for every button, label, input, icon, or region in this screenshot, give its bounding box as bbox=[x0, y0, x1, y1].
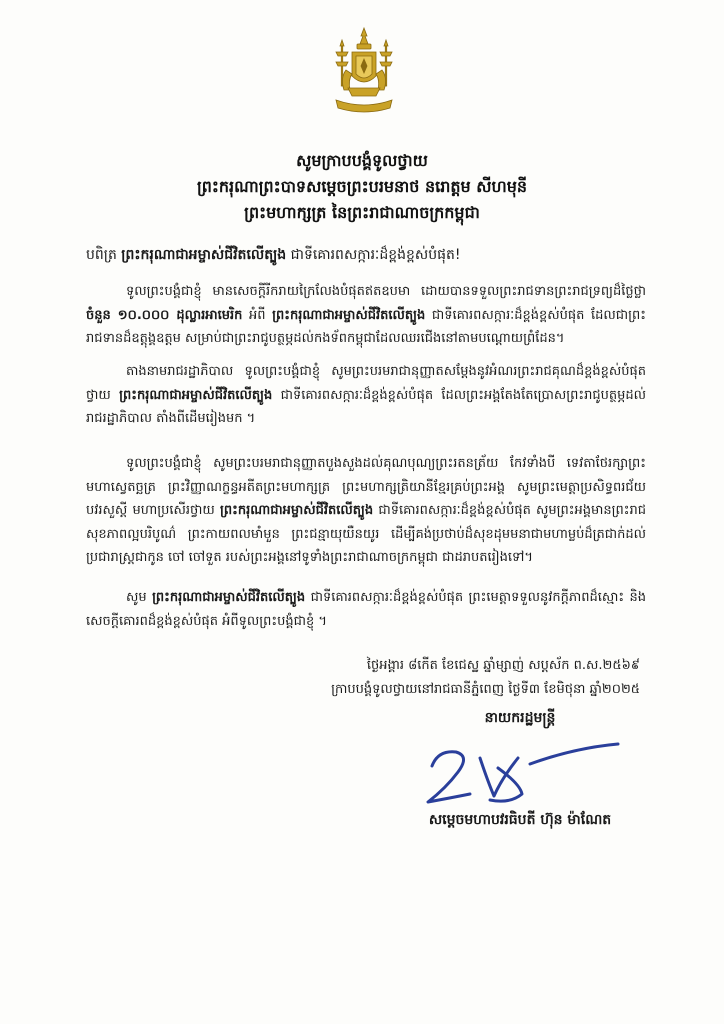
paragraph-bold: ចំនួន ១០.០០០ ដុល្លារអាមេរិក bbox=[86, 307, 243, 323]
paragraph-text: សូម bbox=[126, 590, 153, 605]
paragraph-bold: ព្រះករុណាជាអម្ចាស់ជីវិតលើត្បូង bbox=[219, 503, 374, 518]
place-date: ក្រាបបង្គំទូលថ្វាយនៅរាជធានីភ្នំពេញ ថ្ងៃទី៣ ខែមិថុនា ឆ្នាំ២០២៥ bbox=[331, 682, 640, 697]
lunar-date: ថ្ងៃអង្គារ ៨កើត ខែជេស្ឋ ឆ្នាំម្សាញ់ សប្តស័ក ព.ស.២៥៦៩ bbox=[366, 658, 640, 673]
paragraph-bold: ព្រះករុណាជាអម្ចាស់ជីវិតលើត្បូង bbox=[119, 387, 273, 403]
royal-coat-of-arms-icon bbox=[326, 26, 402, 118]
handwritten-signature bbox=[398, 728, 628, 818]
paragraph-bold: ព្រះករុណាជាអម្ចាស់ជីវិតលើត្បូង bbox=[272, 307, 426, 323]
paragraph-text: ជាទីគោរពសក្ការៈដ៏ខ្ពង់ខ្ពស់បំផុត សូមព្រះអង្គមានព្រះរាជសុខភាពល្អបរិបូណ៌ ព្រះកាយពលមាំមួន ព្រះជន្មាយុយឺនយូរ ដើម្បីគង់ប្រថាប់ដ៏សុខដុមមនាជាមហាម្លប់ដ៏ត្រជាក់ដល់ប្រជារាស្ត្រជាកូន ចៅ ចៅទួត របស់ព្រះអង្គនៅទូទាំងព្រះរាជាណាចក្រកម្ពុជា ជាដរាបតរៀងទៅ។ bbox=[86, 503, 646, 565]
paragraph bbox=[86, 452, 646, 570]
paragraph bbox=[86, 360, 646, 431]
salutation-bold: ព្រះករុណាជាអម្ចាស់ជីវិតលើត្បូង bbox=[121, 247, 287, 263]
paragraph-text: តាងនាមរាជរដ្ឋាភិបាល ទូលព្រះបង្គំជាខ្ញុំ សូមព្រះបរមរាជានុញ្ញាតសម្តែងនូវអំណរព្រះរាជគុណដ៏ខ្ពង់ខ្ពស់បំផុត ថ្វាយ bbox=[86, 364, 646, 403]
date-place-block bbox=[300, 654, 640, 702]
paragraph bbox=[86, 280, 646, 351]
signer-role: នាយករដ្ឋមន្ត្រី bbox=[484, 710, 556, 726]
paragraph bbox=[86, 586, 646, 633]
paragraph-text: អំពី bbox=[242, 307, 273, 323]
paragraph-text: ជាទីគោរពសក្ការៈដ៏ខ្ពង់ខ្ពស់បំផុត ដែលព្រះអង្គតែងតែប្រោសព្រះរាជូបត្ថម្ភដល់រាជរដ្ឋាភិបាល តាំងពីដើមរៀងមក ។ bbox=[86, 387, 646, 426]
paragraph-text: ទូលព្រះបង្គំជាខ្ញុំ សូមព្រះបរមរាជានុញ្ញាតបួងសួងដល់គុណបុណ្យព្រះរតនត្រ័យ កែវទាំងបី ទេវតាថែរក្សាព្រះមហាស្វេតច្ឆត្រ ព្រះវិញ្ញាណក្ខន្ធអតីតព្រះមហាក្សត្រ ព្រះមហាក្សត្រិយានីខ្មែរគ្រប់ព្រះអង្គ សូមព្រះមេត្តាប្រសិទ្ធពរជ័យ បវរសួស្តី មហាប្រសើរថ្វាយ bbox=[86, 456, 646, 518]
addressee-title bbox=[60, 148, 664, 226]
signer-name: សម្តេចមហាបវរធិបតី ហ៊ុន ម៉ាណែត bbox=[428, 812, 612, 828]
title-line: ព្រះករុណាព្រះបាទសម្តេចព្រះបរមនាថ នរោត្តម សីហមុនី bbox=[196, 177, 528, 196]
paragraph-bold: ព្រះករុណាជាអម្ចាស់ជីវិតលើត្បូង bbox=[152, 590, 306, 605]
salutation bbox=[86, 244, 666, 266]
paragraph-text: ជាទីគោរពសក្ការៈដ៏ខ្ពង់ខ្ពស់បំផុត ព្រះមេត្តាទទួលនូវកក្តីភាពដ៏ស្មោះ និងសេចក្តីគោរពដ៏ខ្ពង់ខ្ពស់បំផុត អំពីទូលព្រះបង្គំជាខ្ញុំ ។ bbox=[86, 590, 647, 629]
title-line: ព្រះមហាក្សត្រ នៃព្រះរាជាណាចក្រកម្ពុជា bbox=[244, 203, 480, 222]
salutation-text: ជាទីគោរពសក្ការៈដ៏ខ្ពង់ខ្ពស់បំផុត! bbox=[286, 247, 461, 263]
title-line: សូមក្រាបបង្គំទូលថ្វាយ bbox=[296, 151, 428, 170]
salutation-text: បពិត្រ bbox=[86, 247, 122, 263]
paragraph-text: ជាទីគោរពសក្ការៈដ៏ខ្ពង់ខ្ពស់បំផុត ដែលជាព្រះរាជទានដ៏ឧត្តុង្គឧត្តម សម្រាប់ជាព្រះរាជូបត្ថម្ភដល់កងទ័ពកម្ពុជាដែលឈរជើងនៅតាមបណ្តោយព្រំដែន។ bbox=[86, 307, 646, 346]
paragraph-text: ទូលព្រះបង្គំជាខ្ញុំ មានសេចក្តីរីករាយក្រៃលែងបំផុតឥតឧបមា ដោយបានទទួលព្រះរាជទានព្រះរាជទ្រព្យដ៏ថ្លៃថ្លា bbox=[126, 284, 646, 299]
